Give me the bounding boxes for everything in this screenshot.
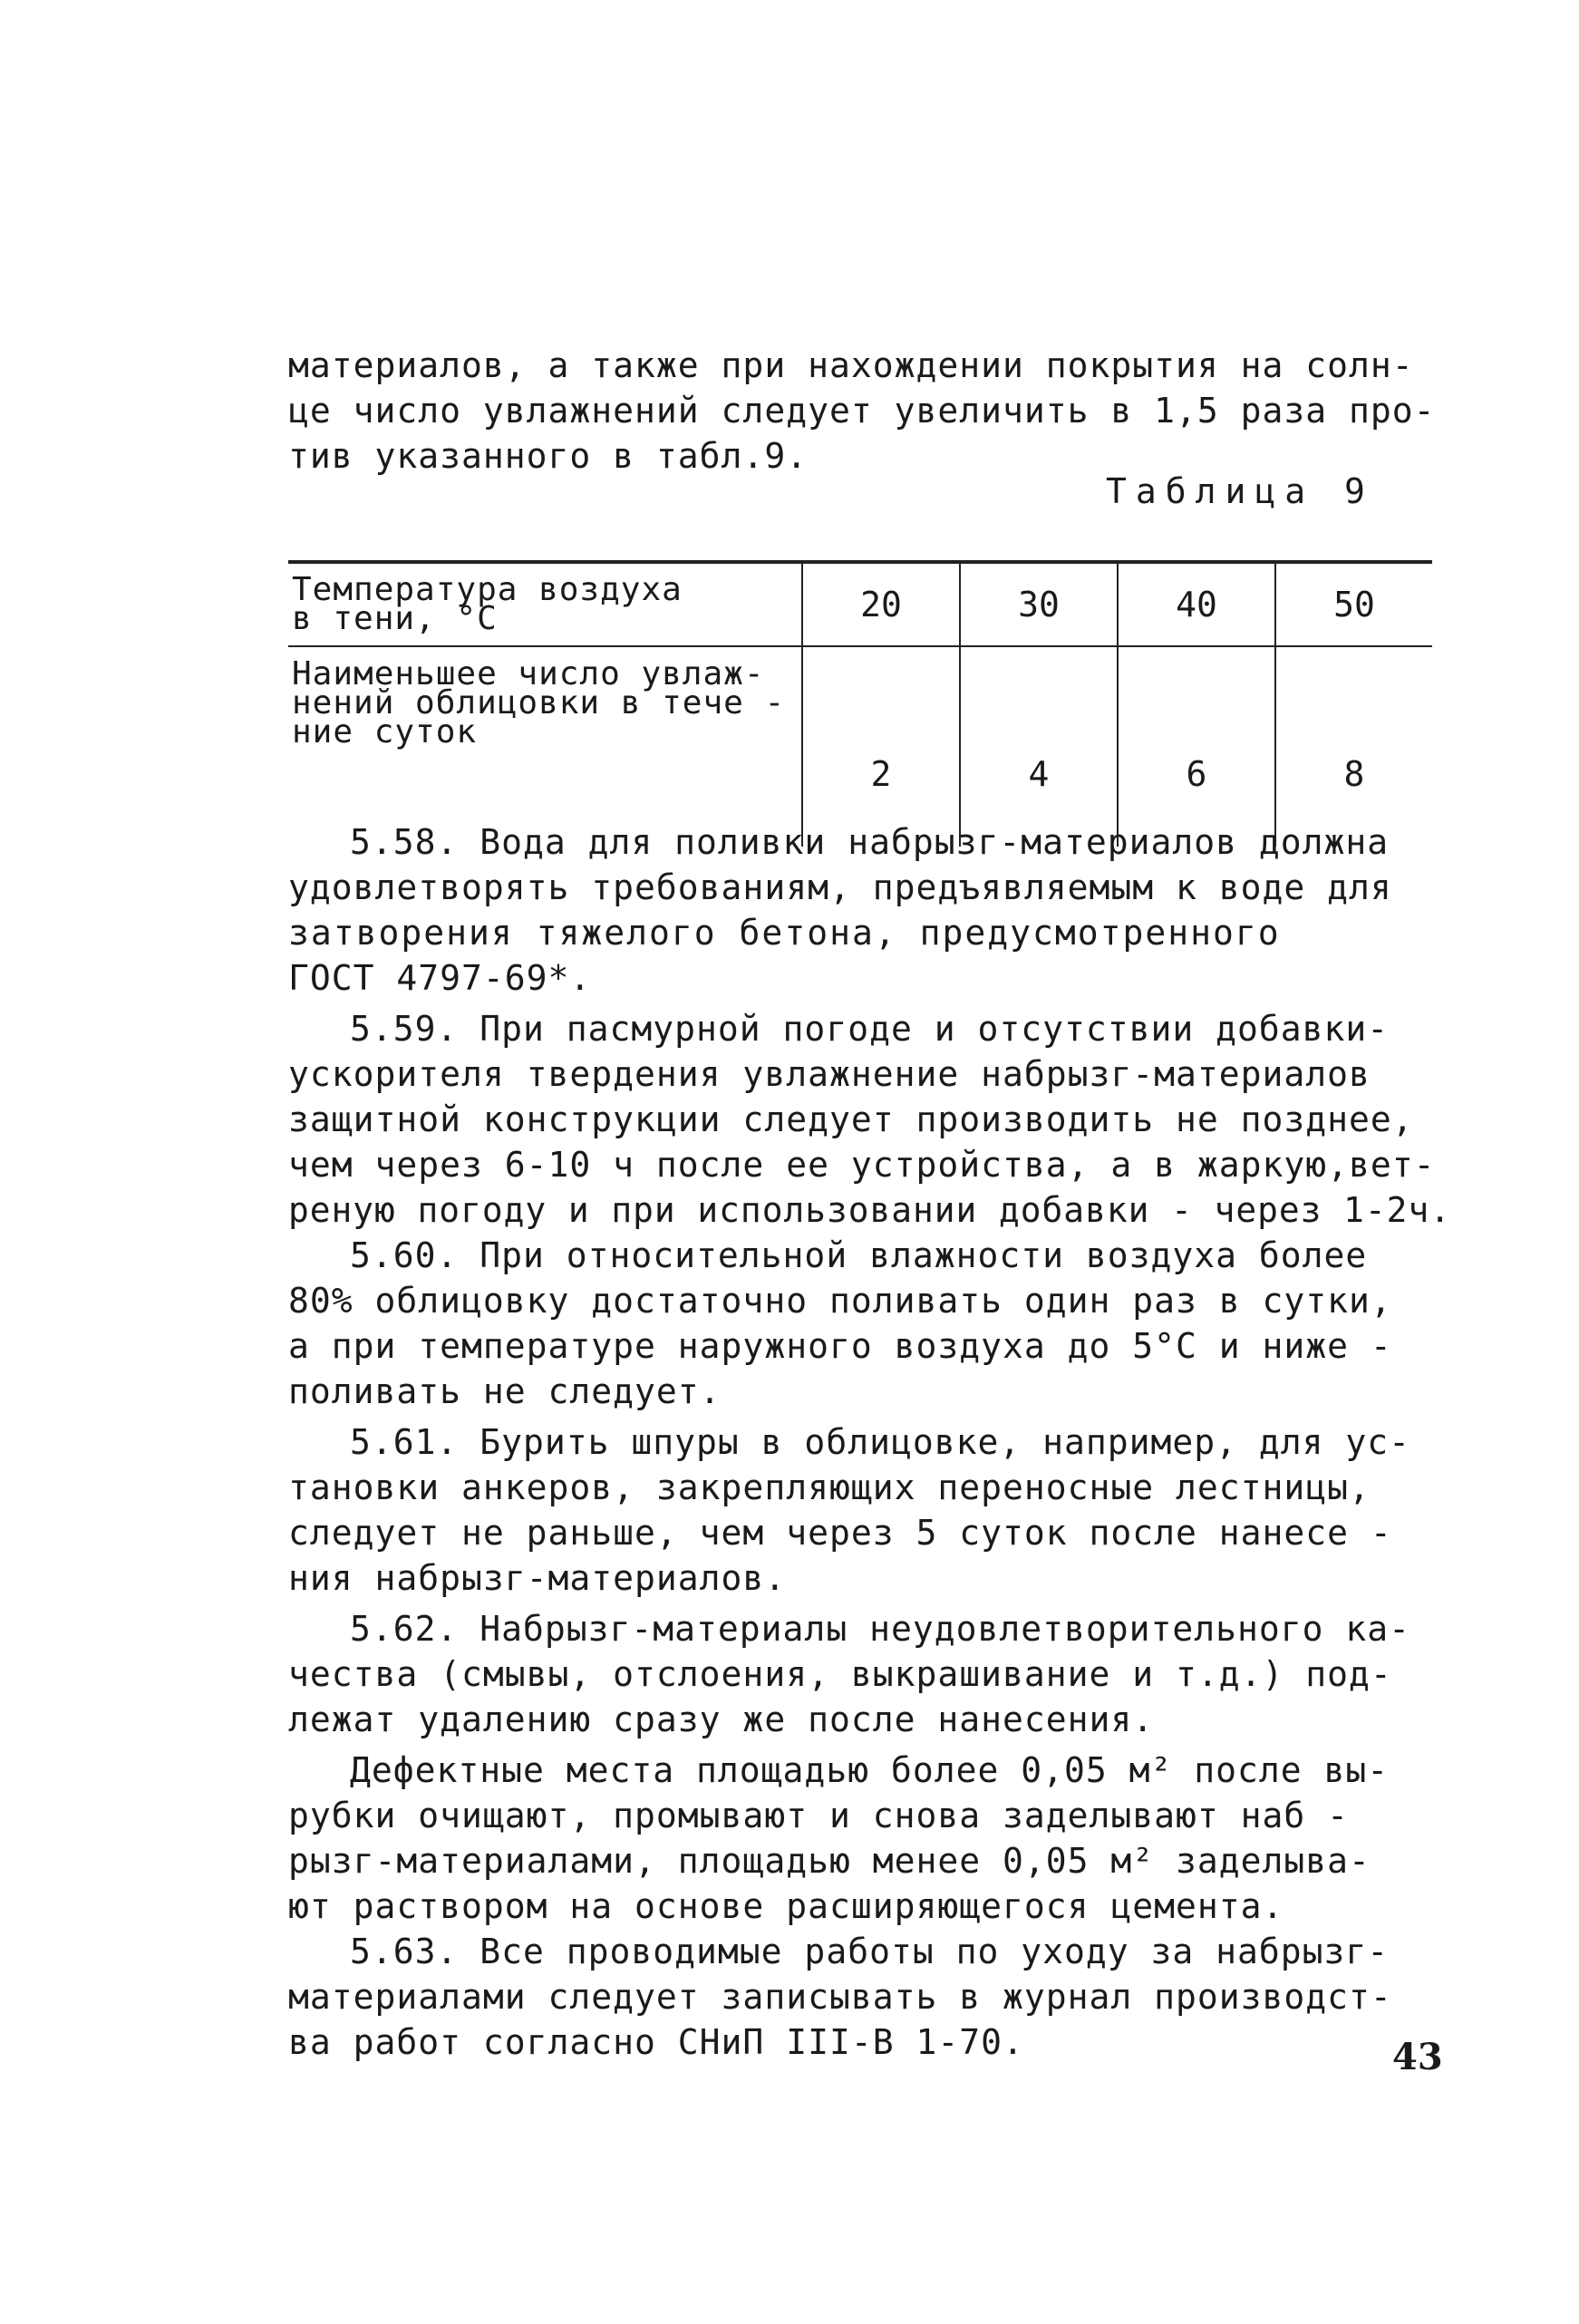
intro-line: це число увлажнений следует увеличить в 1,5 раза про- xyxy=(288,391,1436,431)
label-line: в тени, °С xyxy=(292,600,498,637)
label-line: Температура воздуха xyxy=(292,571,683,608)
paragraph-line: ва работ согласно СНиП III-В 1-70. xyxy=(288,2022,1024,2062)
paragraph-line: ния набрызг-материалов. xyxy=(288,1558,787,1598)
count-cell: 4 xyxy=(960,646,1118,847)
paragraph-line: удовлетворять требованиям, предъявляемым к воде для xyxy=(288,867,1392,907)
paragraph-line: Дефектные места площадью более 0,05 м² после вы- xyxy=(350,1750,1390,1790)
paragraph-line: ускорителя твердения увлажнение набрызг-материалов xyxy=(288,1054,1371,1094)
paragraph-line: материалами следует записывать в журнал производст- xyxy=(288,1977,1392,2017)
paragraph-line: лежат удалению сразу же после нанесения. xyxy=(288,1699,1155,1739)
paragraph-line: 5.62. Набрызг-материалы неудовлетворительного ка- xyxy=(350,1609,1411,1649)
paragraph-line: рызг-материалами, площадью менее 0,05 м² заделыва- xyxy=(288,1841,1371,1881)
paragraph-line: а при температуре наружного воздуха до 5°С и ниже - xyxy=(288,1326,1392,1366)
paragraph-line: 5.61. Бурить шпуры в облицовке, например, для ус- xyxy=(350,1422,1411,1462)
paragraph-line: следует не раньше, чем через 5 суток после нанесе - xyxy=(288,1513,1392,1553)
label-line: нений облицовки в тече - xyxy=(292,684,786,721)
page-number: 43 xyxy=(1392,2036,1443,2078)
intro-line: тив указанного в табл.9. xyxy=(288,436,809,476)
count-cell: 6 xyxy=(1118,646,1275,847)
paragraph-line: затворения тяжелого бетона, предусмотренного xyxy=(288,913,1281,953)
row-label-temperature xyxy=(288,562,802,646)
label-line: Наименьшее число увлаж- xyxy=(292,655,765,692)
paragraph-line: ют раствором на основе расширяющегося цемента. xyxy=(288,1886,1284,1926)
paragraph-line: 5.59. При пасмурной погоде и отсутствии добавки- xyxy=(350,1009,1390,1049)
paragraph-line: 5.58. Вода для поливки набрызг-материалов должна xyxy=(350,822,1390,862)
intro-line: материалов, а также при нахождении покрытия на солн- xyxy=(288,345,1414,385)
paragraph-line: чем через 6-10 ч после ее устройства, а в жаркую,вет- xyxy=(288,1145,1436,1185)
paragraph-line: 80% облицовку достаточно поливать один раз в сутки, xyxy=(288,1281,1392,1321)
paragraph-line: реную погоду и при использовании добавки - через 1-2ч. xyxy=(288,1190,1451,1230)
count-cell: 8 xyxy=(1275,646,1432,847)
table-caption: Таблица 9 xyxy=(1106,471,1374,511)
paragraph-line: защитной конструкции следует производить не позднее, xyxy=(288,1099,1414,1139)
temperature-cell: 20 xyxy=(802,562,960,646)
paragraph-line: тановки анкеров, закрепляющих переносные лестницы, xyxy=(288,1467,1371,1507)
temperature-cell: 30 xyxy=(960,562,1118,646)
count-cell: 2 xyxy=(802,646,960,847)
paragraph-line: ГОСТ 4797-69*. xyxy=(288,958,592,998)
paragraph-line: рубки очищают, промывают и снова заделывают наб - xyxy=(288,1796,1350,1835)
paragraph-line: 5.60. При относительной влажности воздуха более xyxy=(350,1235,1368,1275)
table-9 xyxy=(288,560,1432,847)
temperature-cell: 40 xyxy=(1118,562,1275,646)
row-label-count xyxy=(288,646,802,847)
paragraph-line: чества (смывы, отслоения, выкрашивание и т.д.) под- xyxy=(288,1654,1392,1694)
paragraph-line: 5.63. Все проводимые работы по уходу за набрызг- xyxy=(350,1932,1390,1971)
table-row-count xyxy=(288,646,1432,847)
temperature-cell: 50 xyxy=(1275,562,1432,646)
label-line: ние суток xyxy=(292,713,478,750)
paragraph-line: поливать не следует. xyxy=(288,1371,722,1411)
table-row-temperature xyxy=(288,562,1432,646)
